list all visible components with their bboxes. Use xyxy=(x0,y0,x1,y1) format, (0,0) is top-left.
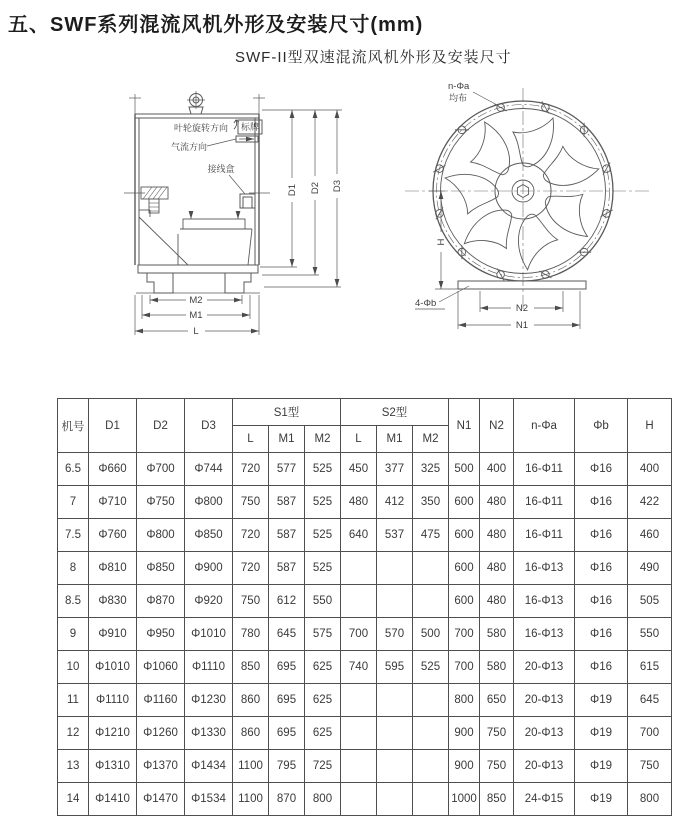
base-plate xyxy=(458,281,586,289)
foot-hole-label: 4-Φb xyxy=(415,298,437,309)
table-cell: 7.5 xyxy=(58,519,89,552)
table-cell: 695 xyxy=(269,717,305,750)
table-cell: 625 xyxy=(305,651,341,684)
table-cell: Φ1010 xyxy=(89,651,137,684)
table-cell: 525 xyxy=(305,486,341,519)
table-row xyxy=(58,486,672,519)
table-cell: 645 xyxy=(269,618,305,651)
table-cell: 587 xyxy=(269,486,305,519)
table-cell: 480 xyxy=(480,486,514,519)
table-row xyxy=(58,750,672,783)
col-header-h: H xyxy=(628,399,672,453)
table-cell: 860 xyxy=(233,684,269,717)
table-cell: 750 xyxy=(480,717,514,750)
table-row xyxy=(58,618,672,651)
table-cell: 11 xyxy=(58,684,89,717)
table-cell: 500 xyxy=(449,453,480,486)
table-cell: 740 xyxy=(341,651,377,684)
col-header-d3: D3 xyxy=(185,399,233,453)
table-cell: 480 xyxy=(341,486,377,519)
table-cell: 412 xyxy=(377,486,413,519)
table-cell: Φ800 xyxy=(185,486,233,519)
table-cell: 795 xyxy=(269,750,305,783)
table-cell: Φ920 xyxy=(185,585,233,618)
col-header-s1-m1: M1 xyxy=(269,426,305,453)
table-cell: 600 xyxy=(449,519,480,552)
table-body xyxy=(58,453,672,816)
table-cell: 400 xyxy=(480,453,514,486)
table-cell: 537 xyxy=(377,519,413,552)
table-cell: Φ710 xyxy=(89,486,137,519)
table-cell: 600 xyxy=(449,585,480,618)
table-row xyxy=(58,552,672,585)
table-cell: Φ850 xyxy=(185,519,233,552)
table-cell: 900 xyxy=(449,750,480,783)
dim-d3-label: D3 xyxy=(332,179,343,193)
table-cell: Φ19 xyxy=(575,717,628,750)
table-cell: 595 xyxy=(377,651,413,684)
table-cell xyxy=(413,717,449,750)
dimension-d-group xyxy=(260,110,343,287)
table-cell: 612 xyxy=(269,585,305,618)
table-cell: 625 xyxy=(305,684,341,717)
table-row xyxy=(58,717,672,750)
table-cell xyxy=(377,717,413,750)
airflow-direction-label: 气流方向 xyxy=(170,142,208,152)
table-cell xyxy=(341,684,377,717)
table-cell: 570 xyxy=(377,618,413,651)
table-cell: 625 xyxy=(305,717,341,750)
table-cell: 480 xyxy=(480,519,514,552)
table-cell: Φ750 xyxy=(137,486,185,519)
table-cell: 12 xyxy=(58,717,89,750)
table-cell: 1000 xyxy=(449,783,480,816)
table-cell: Φ16 xyxy=(575,453,628,486)
table-cell: 550 xyxy=(305,585,341,618)
dim-h-label: H xyxy=(436,238,447,246)
bolt-circle-note xyxy=(448,81,499,106)
table-cell: 525 xyxy=(413,651,449,684)
side-view-drawing xyxy=(88,82,356,350)
table-cell: 480 xyxy=(480,585,514,618)
table-cell: 725 xyxy=(305,750,341,783)
motor-section xyxy=(139,187,252,265)
table-cell: 640 xyxy=(341,519,377,552)
table-cell: 450 xyxy=(341,453,377,486)
dimension-m2 xyxy=(150,295,242,306)
table-cell: 14 xyxy=(58,783,89,816)
col-header-s1-l: L xyxy=(233,426,269,453)
table-cell: 525 xyxy=(305,519,341,552)
table-cell: 550 xyxy=(628,618,672,651)
table-cell: 700 xyxy=(628,717,672,750)
table-cell: Φ19 xyxy=(575,684,628,717)
table-cell: 480 xyxy=(480,552,514,585)
table-cell: 600 xyxy=(449,486,480,519)
table-cell: Φ16 xyxy=(575,519,628,552)
dim-m1-label: M1 xyxy=(189,310,203,321)
table-cell: Φ1470 xyxy=(137,783,185,816)
table-cell: Φ16 xyxy=(575,651,628,684)
dim-n2-label: N2 xyxy=(515,303,529,314)
col-header-s2: S2型 xyxy=(341,399,449,426)
table-cell: 6.5 xyxy=(58,453,89,486)
table-cell: 1100 xyxy=(233,750,269,783)
table-cell: 490 xyxy=(628,552,672,585)
col-header-phib: Φb xyxy=(575,399,628,453)
table-cell: 870 xyxy=(269,783,305,816)
table-cell: 460 xyxy=(628,519,672,552)
table-cell: 13 xyxy=(58,750,89,783)
table-cell xyxy=(413,585,449,618)
table-cell: 422 xyxy=(628,486,672,519)
table-cell: 525 xyxy=(305,552,341,585)
table-cell: Φ1310 xyxy=(89,750,137,783)
table-cell: 16-Φ11 xyxy=(514,519,575,552)
table-cell xyxy=(413,783,449,816)
table-row xyxy=(58,519,672,552)
table-cell: Φ19 xyxy=(575,783,628,816)
table-cell: 16-Φ13 xyxy=(514,618,575,651)
table-cell: 850 xyxy=(480,783,514,816)
table-cell: Φ744 xyxy=(185,453,233,486)
table-cell: 20-Φ13 xyxy=(514,684,575,717)
table-cell xyxy=(413,684,449,717)
table-cell: Φ700 xyxy=(137,453,185,486)
table-cell: 750 xyxy=(480,750,514,783)
bolt-note-line2: 均布 xyxy=(449,93,468,103)
table-cell: 720 xyxy=(233,552,269,585)
table-cell: 16-Φ11 xyxy=(514,486,575,519)
table-cell: 615 xyxy=(628,651,672,684)
table-cell: 16-Φ11 xyxy=(514,453,575,486)
col-header-jihao: 机号 xyxy=(58,399,89,453)
table-cell xyxy=(377,552,413,585)
dim-d2-label: D2 xyxy=(310,181,321,195)
table-row xyxy=(58,585,672,618)
figure-subtitle: SWF-II型双速混流风机外形及安装尺寸 xyxy=(235,49,512,66)
table-cell xyxy=(377,750,413,783)
table-cell: 695 xyxy=(269,684,305,717)
table-cell: 750 xyxy=(233,585,269,618)
table-cell: Φ910 xyxy=(89,618,137,651)
table-cell: 400 xyxy=(628,453,672,486)
table-cell: Φ16 xyxy=(575,486,628,519)
table-cell: 587 xyxy=(269,552,305,585)
col-header-s2-l: L xyxy=(341,426,377,453)
table-cell: 587 xyxy=(269,519,305,552)
spec-table xyxy=(57,398,672,816)
junction-box-icon xyxy=(240,194,255,208)
table-cell: 10 xyxy=(58,651,89,684)
table-cell: 580 xyxy=(480,651,514,684)
table-row xyxy=(58,684,672,717)
col-header-s2-m2: M2 xyxy=(413,426,449,453)
table-cell: Φ19 xyxy=(575,750,628,783)
col-header-na: n-Φa xyxy=(514,399,575,453)
table-cell: 695 xyxy=(269,651,305,684)
table-cell: 900 xyxy=(449,717,480,750)
table-cell: 8.5 xyxy=(58,585,89,618)
table-cell: Φ1534 xyxy=(185,783,233,816)
table-cell: 577 xyxy=(269,453,305,486)
col-header-s2-m1: M1 xyxy=(377,426,413,453)
table-cell: 475 xyxy=(413,519,449,552)
table-cell: 860 xyxy=(233,717,269,750)
table-cell: Φ1230 xyxy=(185,684,233,717)
table-cell: 580 xyxy=(480,618,514,651)
table-cell: 7 xyxy=(58,486,89,519)
table-cell: 645 xyxy=(628,684,672,717)
table-cell xyxy=(377,684,413,717)
table-cell: 800 xyxy=(449,684,480,717)
table-cell: Φ810 xyxy=(89,552,137,585)
table-cell: 720 xyxy=(233,519,269,552)
table-cell: 377 xyxy=(377,453,413,486)
col-header-s1-m2: M2 xyxy=(305,426,341,453)
dim-n1-label: N1 xyxy=(515,320,529,331)
table-cell: 16-Φ13 xyxy=(514,585,575,618)
col-header-d1: D1 xyxy=(89,399,137,453)
table-cell: Φ760 xyxy=(89,519,137,552)
table-cell xyxy=(413,552,449,585)
impeller-blades xyxy=(445,118,599,270)
table-cell: Φ870 xyxy=(137,585,185,618)
table-cell: 1100 xyxy=(233,783,269,816)
table-row xyxy=(58,453,672,486)
table-cell: 525 xyxy=(305,453,341,486)
table-cell: 780 xyxy=(233,618,269,651)
col-header-d2: D2 xyxy=(137,399,185,453)
table-cell xyxy=(341,552,377,585)
front-view-drawing xyxy=(393,80,673,352)
table-cell: 9 xyxy=(58,618,89,651)
mounting-feet xyxy=(136,265,260,293)
table-cell: 505 xyxy=(628,585,672,618)
table-cell: Φ16 xyxy=(575,552,628,585)
col-header-n2: N2 xyxy=(480,399,514,453)
table-cell: Φ1370 xyxy=(137,750,185,783)
table-cell: 500 xyxy=(413,618,449,651)
rotation-direction-label: 叶轮旋转方向 xyxy=(173,123,229,133)
table-cell: 20-Φ13 xyxy=(514,651,575,684)
table-cell: Φ800 xyxy=(137,519,185,552)
col-header-n1: N1 xyxy=(449,399,480,453)
table-cell: 750 xyxy=(628,750,672,783)
table-cell xyxy=(413,750,449,783)
table-cell: Φ1110 xyxy=(89,684,137,717)
table-cell: Φ1010 xyxy=(185,618,233,651)
table-cell: 16-Φ13 xyxy=(514,552,575,585)
table-cell: Φ1260 xyxy=(137,717,185,750)
table-cell: 650 xyxy=(480,684,514,717)
table-cell: 20-Φ13 xyxy=(514,750,575,783)
table-cell: 24-Φ15 xyxy=(514,783,575,816)
table-cell: Φ850 xyxy=(137,552,185,585)
table-cell: 750 xyxy=(233,486,269,519)
col-header-s1: S1型 xyxy=(233,399,341,426)
table-cell: Φ1434 xyxy=(185,750,233,783)
table-cell: Φ830 xyxy=(89,585,137,618)
table-cell: 8 xyxy=(58,552,89,585)
lifting-eyebolt-icon xyxy=(187,91,205,114)
table-cell: 575 xyxy=(305,618,341,651)
table-cell: Φ16 xyxy=(575,618,628,651)
table-cell: 700 xyxy=(341,618,377,651)
table-cell xyxy=(377,783,413,816)
table-cell: Φ660 xyxy=(89,453,137,486)
table-cell: Φ1060 xyxy=(137,651,185,684)
table-cell: Φ1210 xyxy=(89,717,137,750)
table-cell: Φ1110 xyxy=(185,651,233,684)
page-title: 五、SWF系列混流风机外形及安装尺寸(mm) xyxy=(8,14,424,36)
side-view-labels xyxy=(171,121,259,194)
table-cell: 800 xyxy=(628,783,672,816)
table-cell xyxy=(377,585,413,618)
table-cell: 700 xyxy=(449,618,480,651)
table-cell xyxy=(341,750,377,783)
junction-box-label: 接线盒 xyxy=(207,164,235,174)
nameplate-label: 标牌 xyxy=(240,122,260,132)
table-cell: 20-Φ13 xyxy=(514,717,575,750)
dim-l-label: L xyxy=(193,326,199,337)
table-cell: 800 xyxy=(305,783,341,816)
table-cell: 325 xyxy=(413,453,449,486)
table-header xyxy=(58,399,672,453)
table-row xyxy=(58,783,672,816)
table-row xyxy=(58,651,672,684)
dim-m2-label: M2 xyxy=(189,295,203,306)
dim-d1-label: D1 xyxy=(287,183,298,197)
table-cell: 600 xyxy=(449,552,480,585)
table-cell: Φ1330 xyxy=(185,717,233,750)
table-cell: Φ950 xyxy=(137,618,185,651)
table-cell: Φ16 xyxy=(575,585,628,618)
table-cell: 700 xyxy=(449,651,480,684)
bolt-note-line1: n-Φa xyxy=(448,81,470,92)
table-cell xyxy=(341,585,377,618)
table-cell xyxy=(341,717,377,750)
table-cell: Φ1160 xyxy=(137,684,185,717)
table-cell: 720 xyxy=(233,453,269,486)
table-cell xyxy=(341,783,377,816)
table-cell: 850 xyxy=(233,651,269,684)
dimension-n2 xyxy=(480,291,563,314)
table-cell: 350 xyxy=(413,486,449,519)
table-cell: Φ1410 xyxy=(89,783,137,816)
table-cell: Φ900 xyxy=(185,552,233,585)
